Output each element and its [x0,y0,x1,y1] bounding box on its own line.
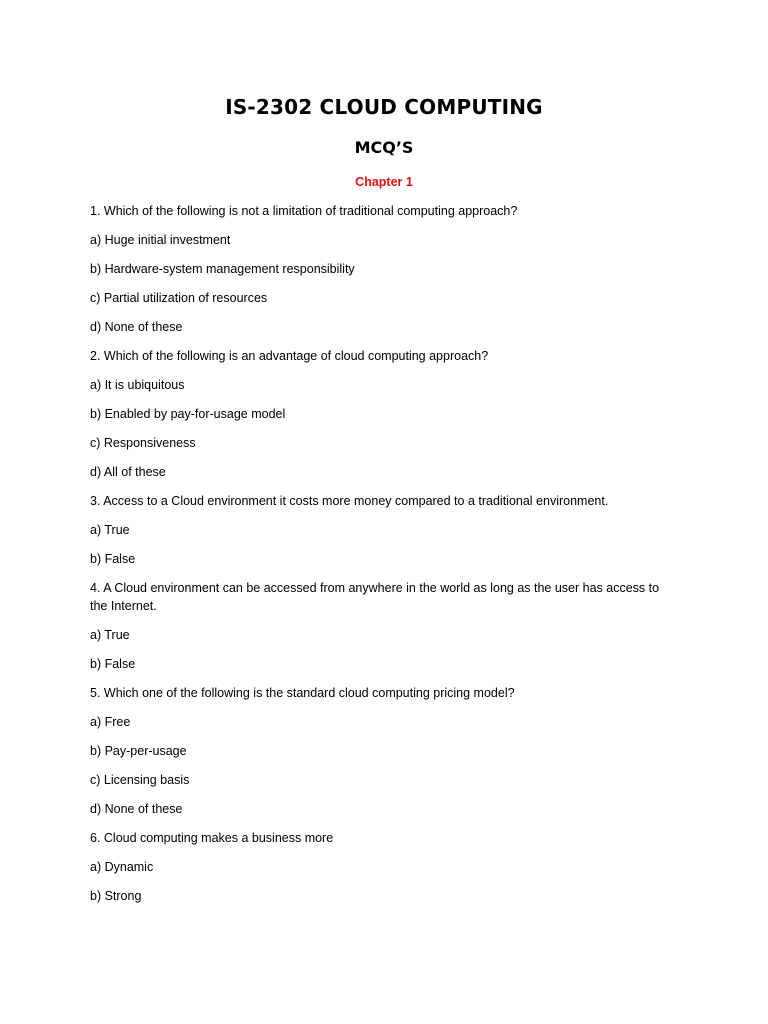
chapter-heading: Chapter 1 [355,175,413,189]
question-4: 4. A Cloud environment can be accessed from anywhere in the world as long as the user has access to the Internet. [90,581,660,613]
answer-option: b) False [90,657,136,671]
answer-option: c) Partial utilization of resources [90,291,268,305]
answer-option: b) False [90,552,136,566]
question-5: 5. Which one of the following is the standard cloud computing pricing model? [90,686,515,700]
answer-option: a) Huge initial investment [90,233,231,247]
answer-option: a) True [90,628,130,642]
question-6: 6. Cloud computing makes a business more [90,831,334,845]
question-2: 2. Which of the following is an advantage of cloud computing approach? [90,349,489,363]
answer-option: a) Dynamic [90,860,154,874]
answer-option: c) Responsiveness [90,436,196,450]
answer-option: d) None of these [90,802,183,816]
answer-option: a) It is ubiquitous [90,378,185,392]
question-3: 3. Access to a Cloud environment it costs more money compared to a traditional environment. [90,494,609,508]
document-title: IS-2302 CLOUD COMPUTING [225,95,543,119]
answer-option: d) All of these [90,465,166,479]
answer-option: d) None of these [90,320,183,334]
question-list [90,202,675,905]
question-1: 1. Which of the following is not a limitation of traditional computing approach? [90,204,518,218]
answer-option: a) Free [90,715,131,729]
answer-option: c) Licensing basis [90,773,190,787]
answer-option: a) True [90,523,130,537]
answer-option: b) Pay-per-usage [90,744,187,758]
answer-option: b) Strong [90,889,142,903]
answer-option: b) Enabled by pay-for-usage model [90,407,286,421]
document-subtitle: MCQ’S [354,138,414,157]
answer-option: b) Hardware-system management responsibility [90,262,355,276]
